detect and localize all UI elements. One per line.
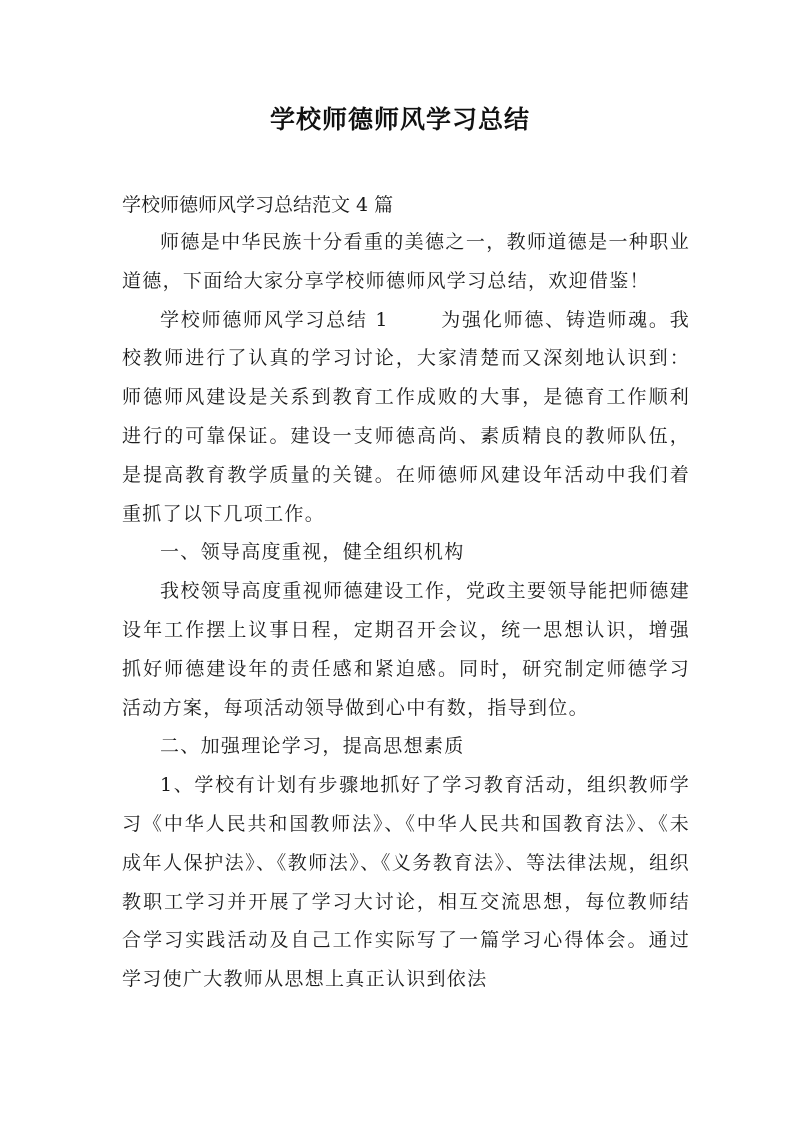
section-1-text: 为强化师德、铸造师魂。我校教师进行了认真的学习讨论，大家清楚而又深刻地认识到：师德师风建设是关系到教育工作成败的大事，是德育工作顺利进行的可靠保证。建设一支师德高尚、素质精良的教师队伍，是提高教育教学质量的关键。在师德师风建设年活动中我们着重抓了以下几项工作。	[122, 308, 690, 525]
document-title: 学校师德师风学习总结	[269, 105, 530, 134]
intro-paragraph: 师德是中华民族十分看重的美德之一，教师道德是一种职业道德，下面给大家分享学校师德师风学习总结，欢迎借鉴！	[122, 231, 690, 292]
paragraph-one: 我校领导高度重视师德建设工作，党政主要领导能把师德建设年工作摆上议事日程，定期召开会议，统一思想认识，增强抓好师德建设年的责任感和紧迫感。同时，研究制定师德学习活动方案，每项活动领导做到心中有数，指导到位。	[122, 580, 690, 719]
section-1-paragraph	[122, 301, 690, 534]
document-subtitle: 学校师德师风学习总结范文 4 篇	[122, 194, 394, 216]
section-1-heading: 学校师德师风学习总结 1	[160, 308, 389, 331]
heading-two: 二、加强理论学习，提高思想素质	[160, 735, 465, 758]
paragraph-two: 1、学校有计划有步骤地抓好了学习教育活动，组织教师学习《中华人民共和国教师法》、《中华人民共和国教育法》、《未成年人保护法》、《教师法》、《义务教育法》、等法律法规，组织教职工学习并开展了学习大讨论，相互交流思想，每位教师结合学习实践活动及自己工作实际写了一篇学习心得体会。通过学习使广大教师从思想上真正认识到依法	[122, 774, 690, 991]
heading-one: 一、领导高度重视，健全组织机构	[160, 541, 465, 564]
document-body	[122, 223, 690, 999]
